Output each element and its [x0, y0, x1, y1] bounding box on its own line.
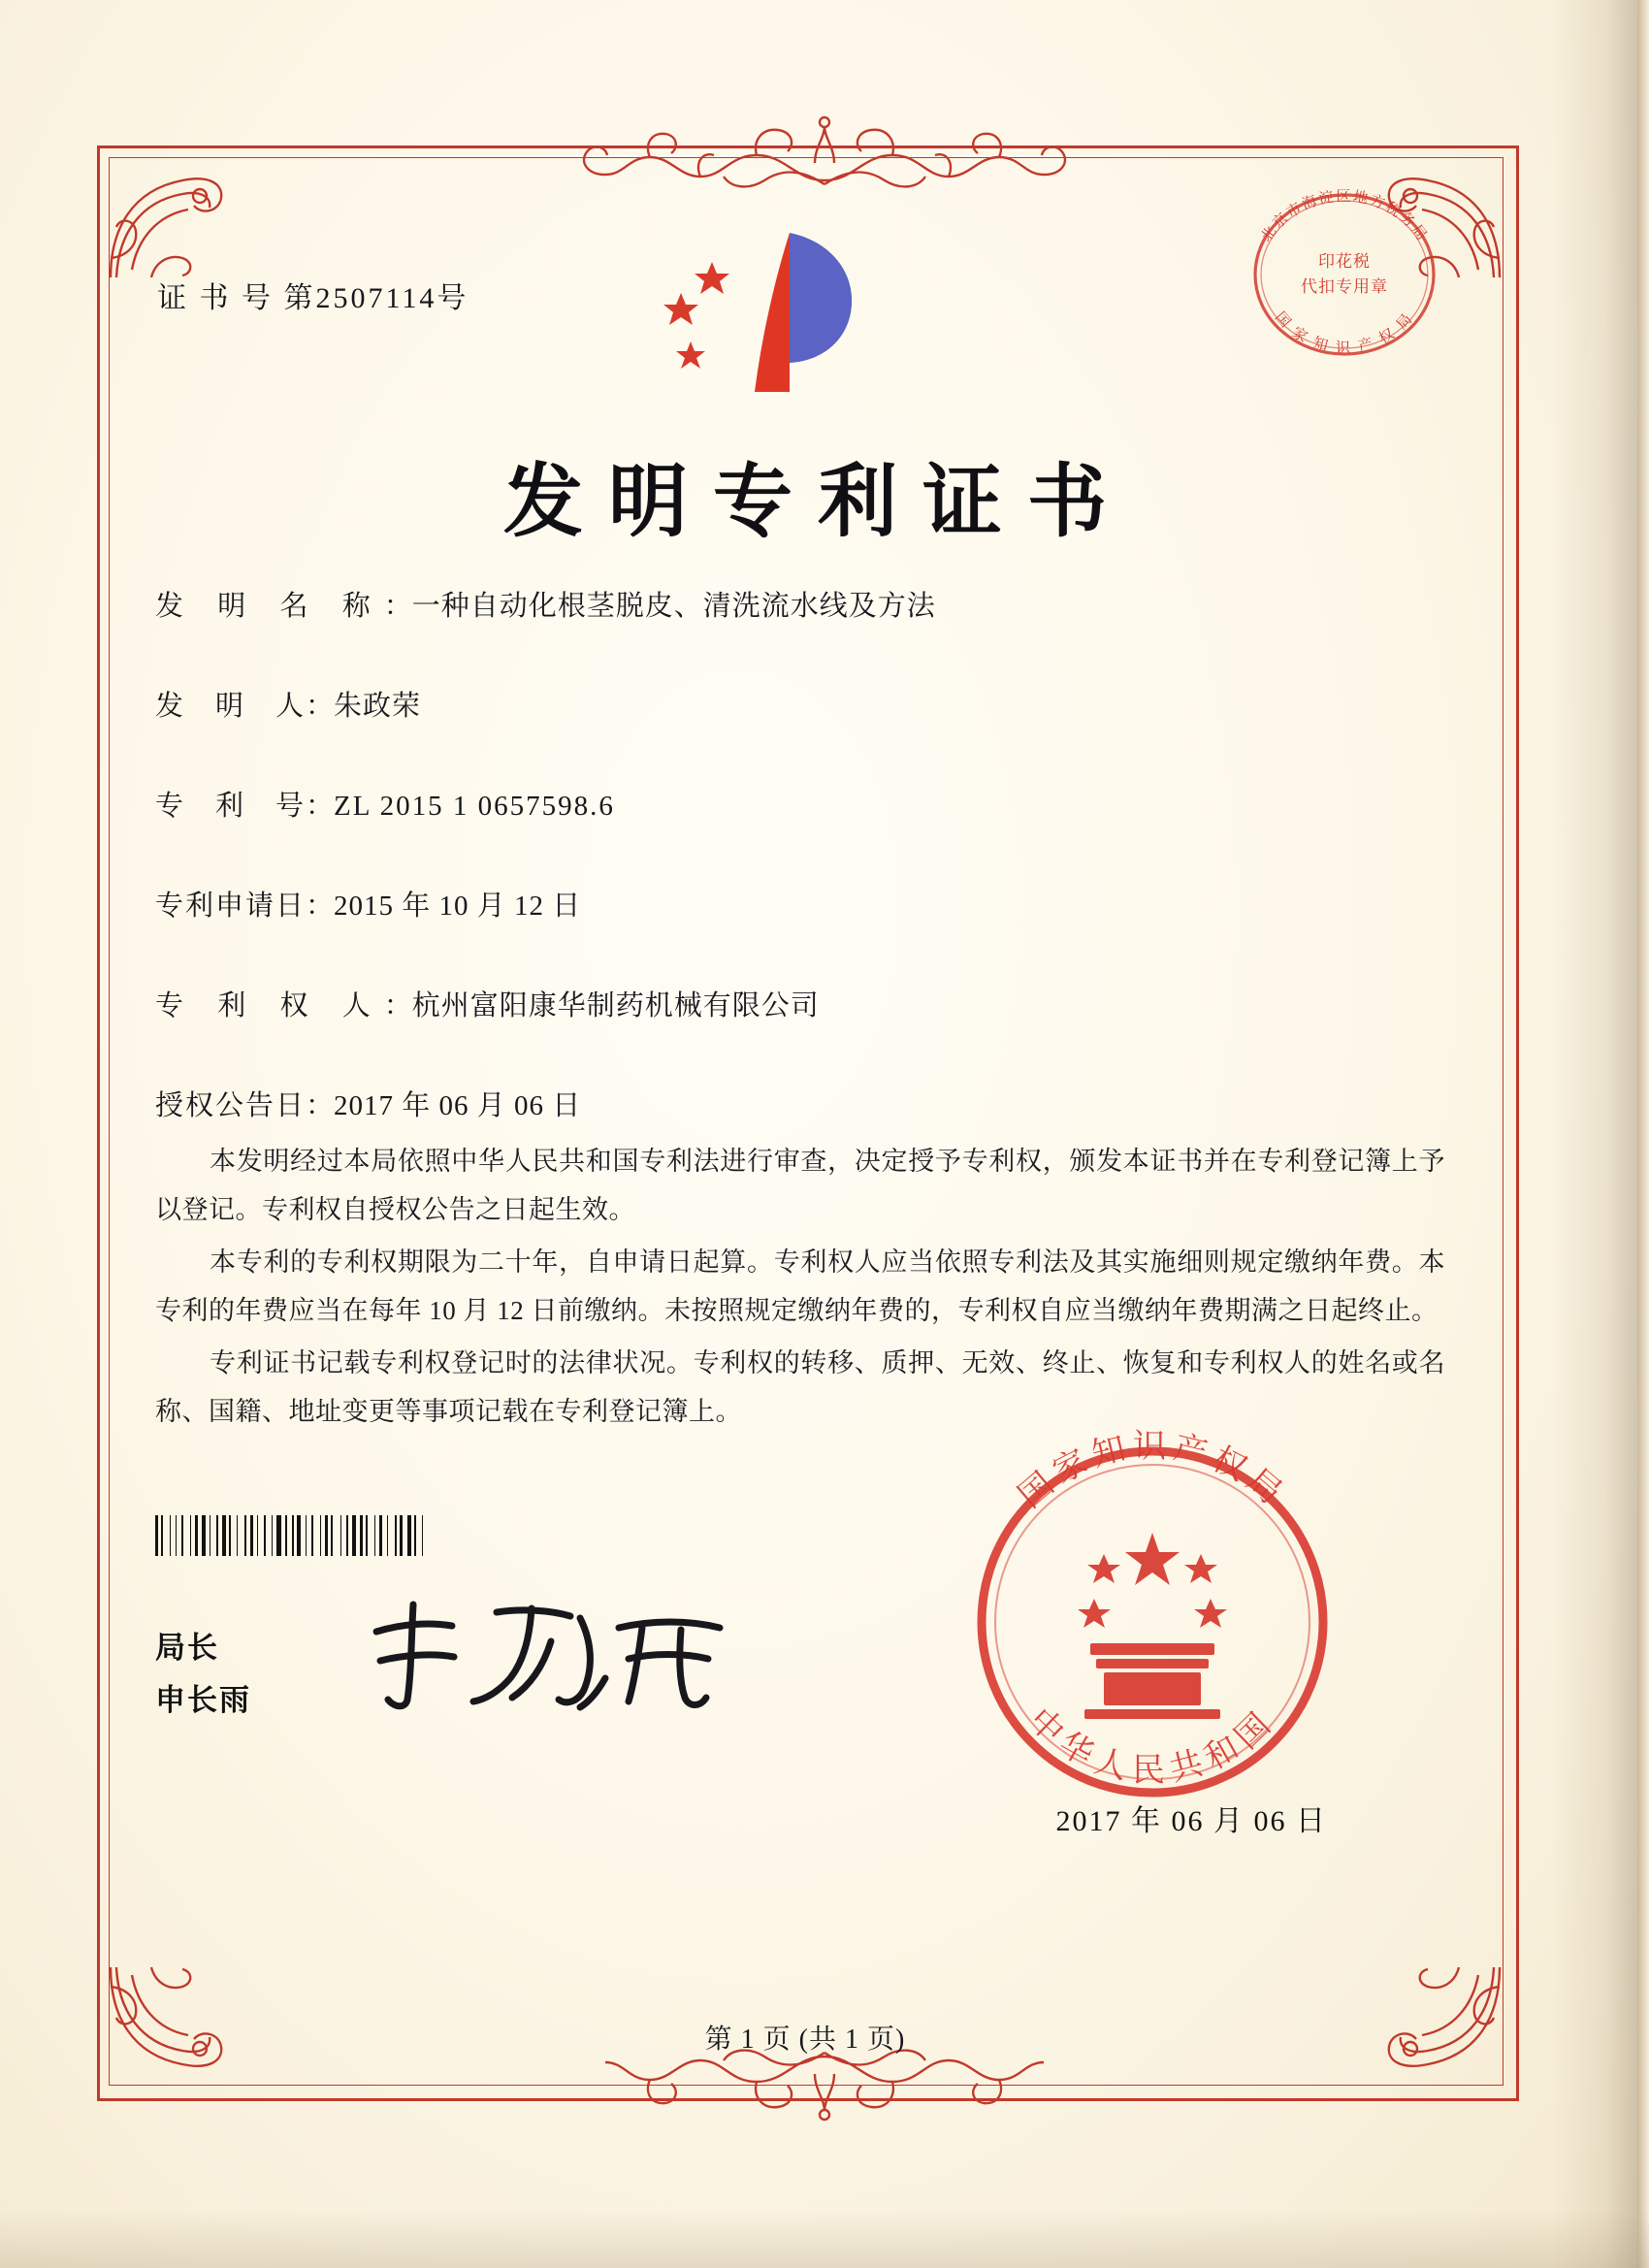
- page-bottom-shadow: [0, 2210, 1649, 2268]
- field-invention-name: [155, 584, 1455, 624]
- director-label: 局长: [155, 1631, 219, 1665]
- field-label: 发 明 人: [155, 691, 307, 722]
- national-ip-administration-seal: [949, 1418, 1356, 1826]
- page-right-edge: [1637, 0, 1649, 2268]
- certificate-content: [109, 157, 1502, 2084]
- field-separator: ：: [383, 591, 412, 622]
- legal-text-block: [155, 1137, 1445, 1440]
- tax-seal-bottom-arc-text: 国 家 知 识 产 权 局: [1271, 309, 1418, 356]
- director-block: [155, 1622, 251, 1727]
- field-label: 授权公告日: [155, 1090, 307, 1121]
- field-value: 一种自动化根茎脱皮、清洗流水线及方法: [411, 591, 936, 622]
- svg-text:国 家 知 识 产 权 局: [1272, 309, 1417, 356]
- page-title: 发明专利证书: [502, 458, 1132, 546]
- field-value: 朱政荣: [334, 691, 422, 722]
- field-label: 专 利 号: [155, 791, 307, 822]
- certificate-barcode: [155, 1515, 563, 1556]
- field-grant-announcement-date: [155, 1084, 1455, 1123]
- paragraph-2: 本专利的专利权期限为二十年，自申请日起算。专利权人应当依照专利法及其实施细则规定缴纳年费。本专利的年费应当在每年 10 月 12 日前缴纳。未按照规定缴纳年费的，专利权自应当缴纳年费期满之日起终止。: [155, 1247, 1445, 1325]
- svg-text:国家知识产权局: [1013, 1429, 1293, 1515]
- svg-text:北京市海淀区地方税务局: [1258, 187, 1431, 244]
- field-patentee: [155, 984, 1455, 1023]
- page-right-shadow: [1552, 0, 1649, 2268]
- field-application-date: [155, 884, 1455, 923]
- seal-arc-text-bottom: 中华人民共和国: [1021, 1701, 1283, 1789]
- field-separator: ：: [383, 990, 412, 1021]
- tax-seal-center-line2: 代扣专用章: [1301, 277, 1388, 296]
- cnipa-logo-icon: [662, 215, 894, 409]
- director-name: 申长雨: [155, 1683, 251, 1717]
- field-value: 杭州富阳康华制药机械有限公司: [411, 990, 820, 1021]
- director-signature: [351, 1585, 759, 1721]
- tax-seal-center-line1: 印花税: [1318, 252, 1371, 271]
- field-label: 专 利 权 人: [155, 990, 384, 1021]
- field-value: 2015 年 10 月 12 日: [334, 891, 582, 922]
- field-separator: ：: [306, 691, 335, 722]
- paragraph-3: 专利证书记载专利权登记时的法律状况。专利权的转移、质押、无效、终止、恢复和专利权人的姓名或名称、国籍、地址变更等事项记载在专利登记簿上。: [155, 1348, 1445, 1426]
- tax-stamp-seal: [1240, 181, 1448, 366]
- national-emblem-icon: [1078, 1533, 1227, 1719]
- field-label: 专利申请日: [155, 891, 307, 922]
- field-separator: ：: [306, 891, 335, 922]
- field-label: 发 明 名 称: [155, 591, 384, 622]
- page-footer: 第 1 页 (共 1 页): [704, 2025, 906, 2055]
- field-value: 2017 年 06 月 06 日: [334, 1090, 582, 1121]
- field-patent-number: [155, 784, 1455, 824]
- field-separator: ：: [306, 1090, 335, 1121]
- field-separator: ：: [306, 791, 335, 822]
- seal-arc-text-top: 国家知识产权局: [1012, 1429, 1293, 1515]
- field-inventor: [155, 684, 1455, 724]
- tax-seal-top-arc-text: 北京市海淀区地方税务局: [1258, 189, 1431, 245]
- paragraph-1: 本发明经过本局依照中华人民共和国专利法进行审查，决定授予专利权，颁发本证书并在专利登记簿上予以登记。专利权自授权公告之日起生效。: [155, 1147, 1445, 1224]
- field-list: [155, 584, 1455, 1183]
- certificate-number: 证 书 号 第2507114号: [157, 282, 469, 314]
- seal-date: 2017 年 06 月 06 日: [1055, 1805, 1327, 1837]
- field-value: ZL 2015 1 0657598.6: [334, 791, 615, 822]
